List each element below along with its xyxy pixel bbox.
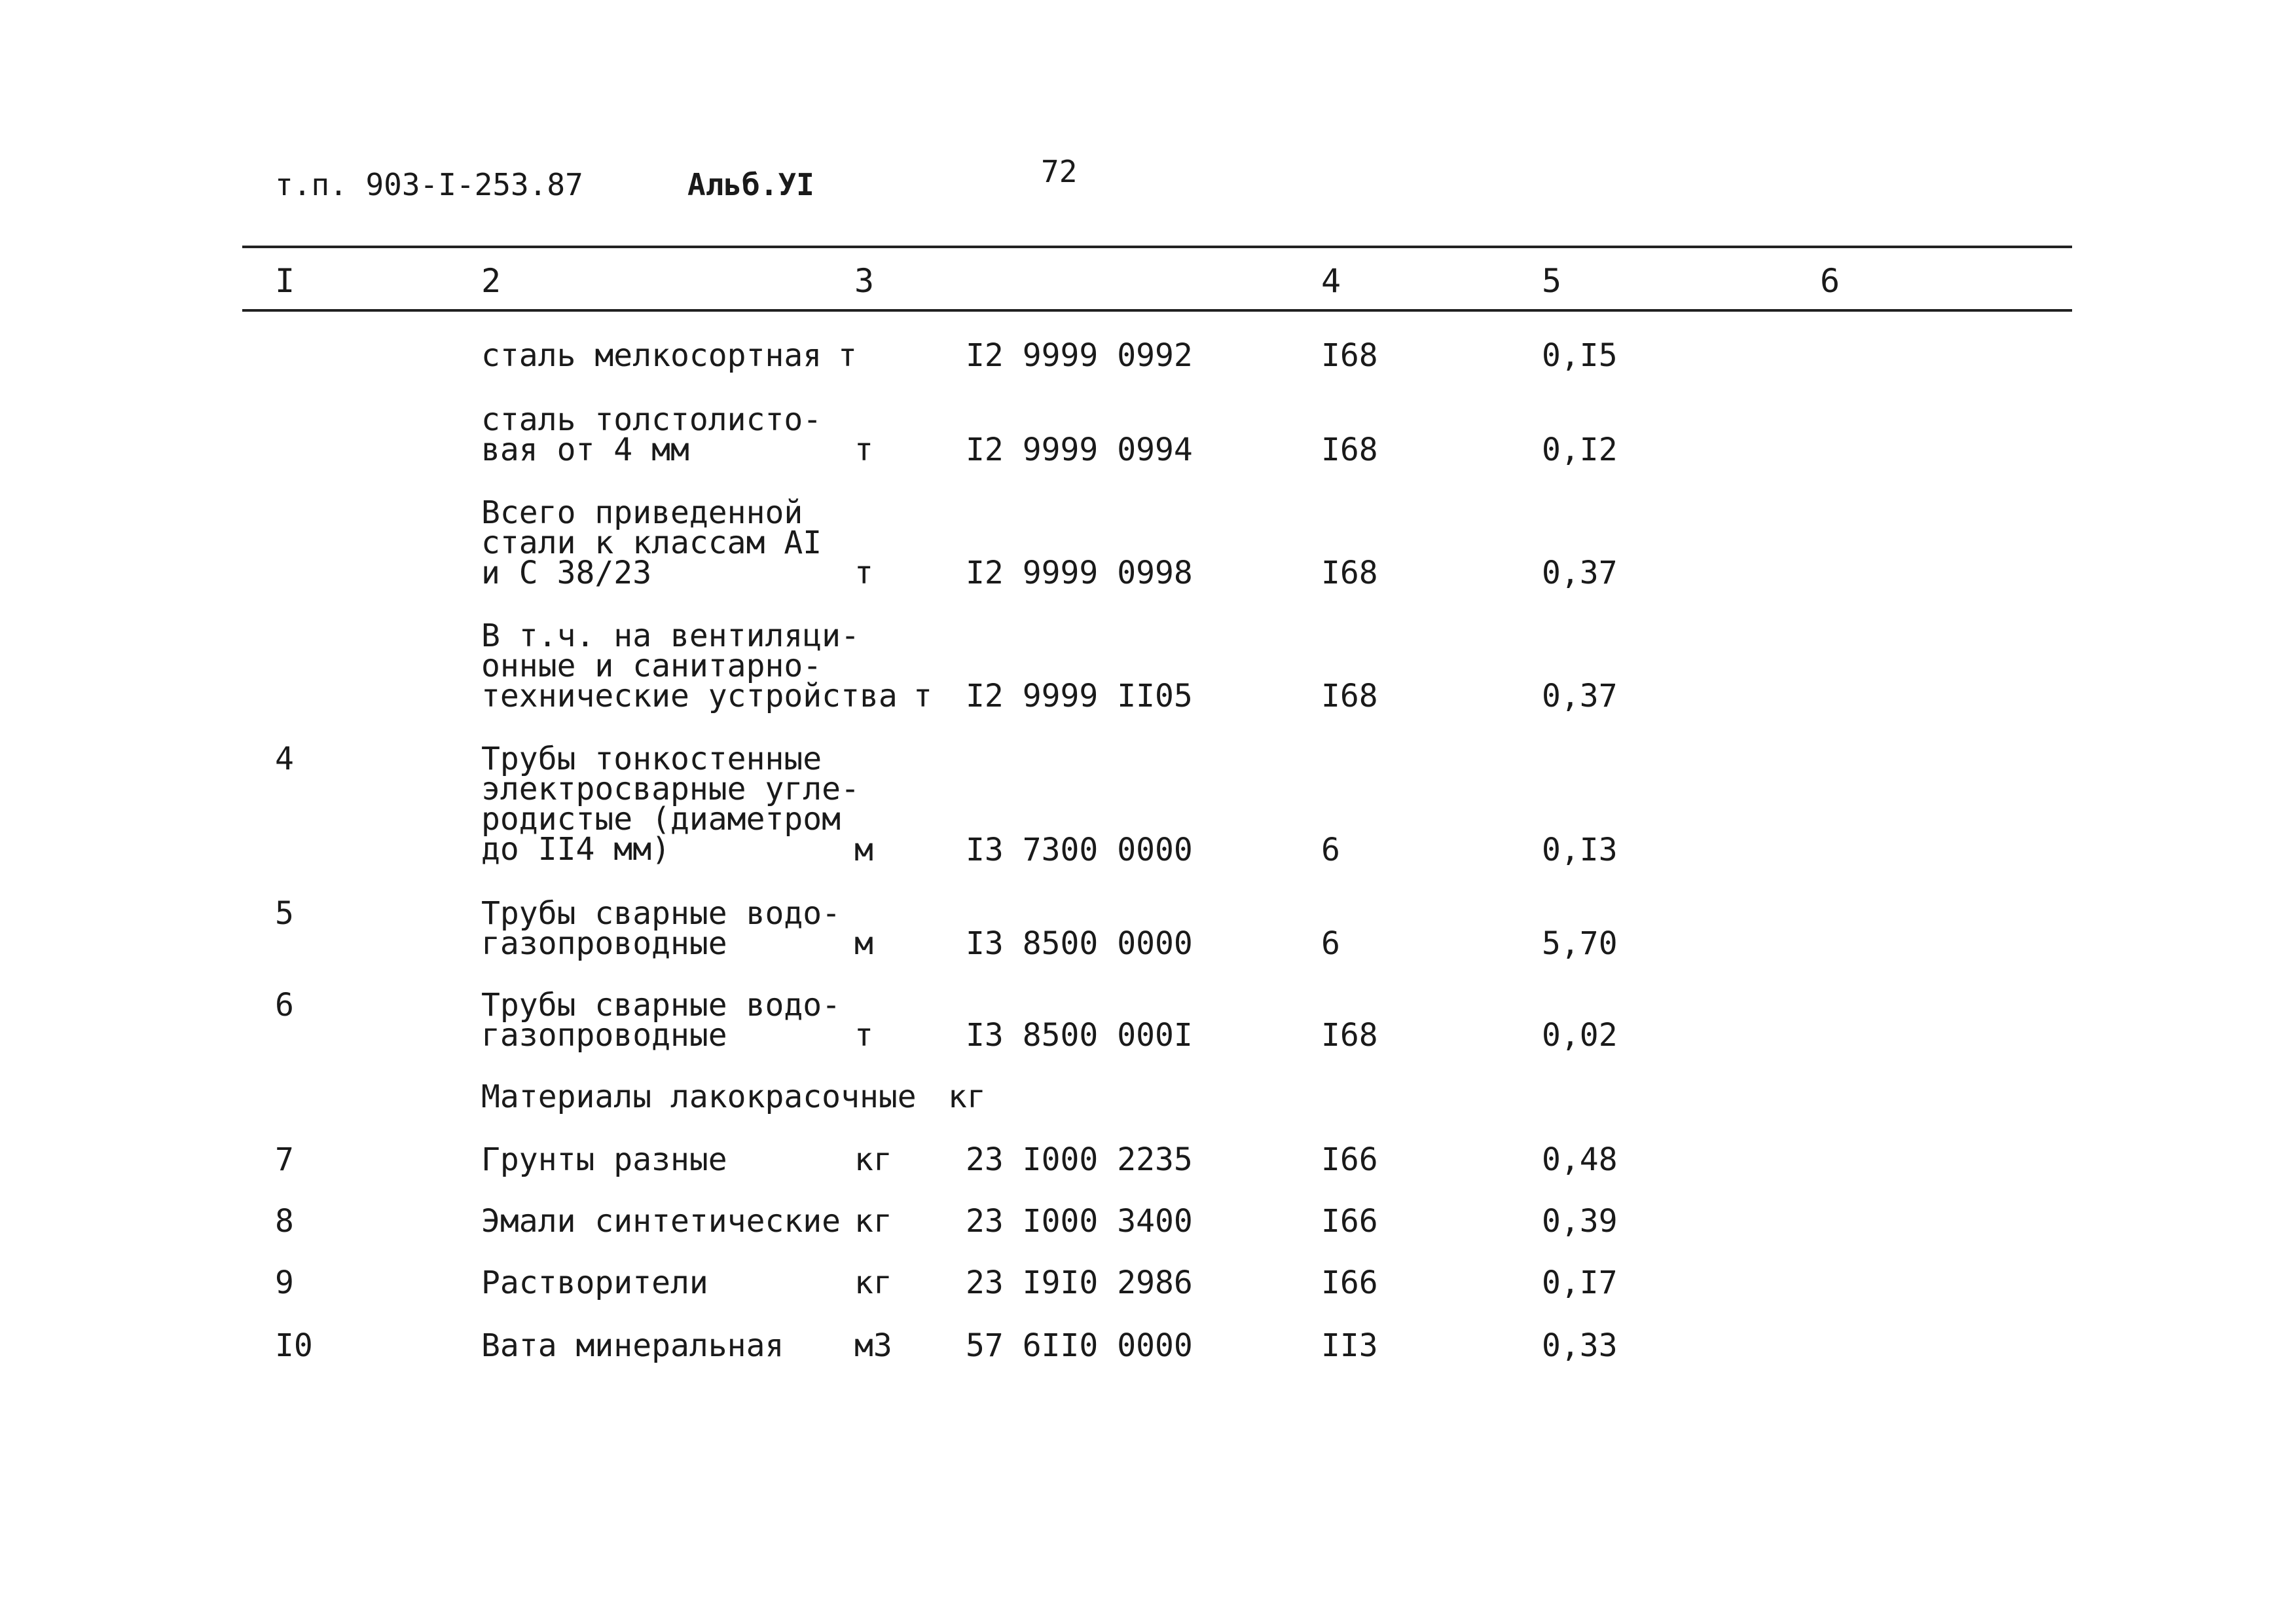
document-reference: т.п. 903-I-253.87: [275, 167, 583, 202]
row-col5: 5,70: [1542, 925, 1618, 962]
page-number: 72: [1041, 154, 1078, 189]
row-col4: I68: [1321, 1017, 1378, 1054]
row-col5: 0,I5: [1542, 337, 1618, 374]
row-unit: м: [854, 925, 873, 962]
row-code: I2 9999 II05: [966, 678, 1193, 714]
row-col5: 0,33: [1542, 1327, 1618, 1364]
row-col5: 0,02: [1542, 1017, 1618, 1054]
row-name: Эмали синтетические: [481, 1203, 841, 1240]
row-code: 23 I000 2235: [966, 1141, 1193, 1178]
row-code: I2 9999 0992: [966, 337, 1193, 374]
row-col5: 0,48: [1542, 1141, 1618, 1178]
row-code: I2 9999 0998: [966, 555, 1193, 591]
row-name: Растворители: [481, 1264, 708, 1301]
row-number: 6: [275, 987, 294, 1024]
row-col4: I66: [1321, 1141, 1378, 1178]
row-col5: 0,I2: [1542, 432, 1618, 468]
row-unit: кг: [854, 1264, 892, 1301]
row-code: I3 8500 000I: [966, 1017, 1193, 1054]
row-name: Трубы сварные водо- газопроводные: [481, 987, 841, 1054]
column-number-4: 4: [1321, 262, 1341, 300]
album-label: Альб.УI: [687, 167, 814, 202]
row-col4: I68: [1321, 555, 1378, 591]
row-unit: т: [913, 678, 932, 714]
row-unit: кг: [854, 1141, 892, 1178]
row-col4: I68: [1321, 678, 1378, 714]
table-top-rule: [242, 246, 2072, 248]
column-number-3: 3: [854, 262, 875, 300]
row-number: 4: [275, 741, 294, 777]
row-code: I2 9999 0994: [966, 432, 1193, 468]
row-name: Вата минеральная: [481, 1327, 784, 1364]
row-code: 23 I000 3400: [966, 1203, 1193, 1240]
row-name: сталь мелкосортная: [481, 337, 822, 374]
row-name: Грунты разные: [481, 1141, 727, 1178]
row-code: I3 8500 0000: [966, 925, 1193, 962]
row-unit: м: [854, 832, 873, 868]
row-number: I0: [275, 1327, 313, 1364]
row-code: I3 7300 0000: [966, 832, 1193, 868]
row-unit: кг: [854, 1203, 892, 1240]
row-col4: I68: [1321, 337, 1378, 374]
row-col5: 0,39: [1542, 1203, 1618, 1240]
row-unit: кг: [948, 1079, 986, 1115]
row-name: Трубы сварные водо- газопроводные: [481, 895, 841, 962]
row-col4: 6: [1321, 832, 1340, 868]
row-col5: 0,37: [1542, 678, 1618, 714]
column-number-1: I: [275, 262, 295, 300]
row-name: Трубы тонкостенные электросварные угле- родистые (диаметром до II4 мм): [481, 741, 860, 868]
row-unit: т: [838, 337, 857, 374]
row-col5: 0,I7: [1542, 1264, 1618, 1301]
row-number: 8: [275, 1203, 294, 1240]
row-name: В т.ч. на вентиляци- онные и санитарно- технические устройства: [481, 618, 898, 714]
row-code: 57 6II0 0000: [966, 1327, 1193, 1364]
row-unit: т: [854, 432, 873, 468]
row-col4: I68: [1321, 432, 1378, 468]
row-unit: т: [854, 1017, 873, 1054]
row-col4: II3: [1321, 1327, 1378, 1364]
row-unit: м3: [854, 1327, 892, 1364]
row-col4: 6: [1321, 925, 1340, 962]
column-number-6: 6: [1820, 262, 1840, 300]
column-number-2: 2: [481, 262, 501, 300]
row-col4: I66: [1321, 1203, 1378, 1240]
column-number-5: 5: [1542, 262, 1562, 300]
row-number: 9: [275, 1264, 294, 1301]
table-header-rule: [242, 309, 2072, 312]
row-col5: 0,37: [1542, 555, 1618, 591]
row-col4: I66: [1321, 1264, 1378, 1301]
section-heading: Материалы лакокрасочные: [481, 1079, 917, 1115]
row-code: 23 I9I0 2986: [966, 1264, 1193, 1301]
row-number: 5: [275, 895, 294, 932]
row-name: сталь толстолисто- вая от 4 мм: [481, 401, 822, 468]
row-number: 7: [275, 1141, 294, 1178]
row-name: Всего приведенной стали к классам АI и С 38/23: [481, 494, 822, 591]
row-unit: т: [854, 555, 873, 591]
row-col5: 0,I3: [1542, 832, 1618, 868]
